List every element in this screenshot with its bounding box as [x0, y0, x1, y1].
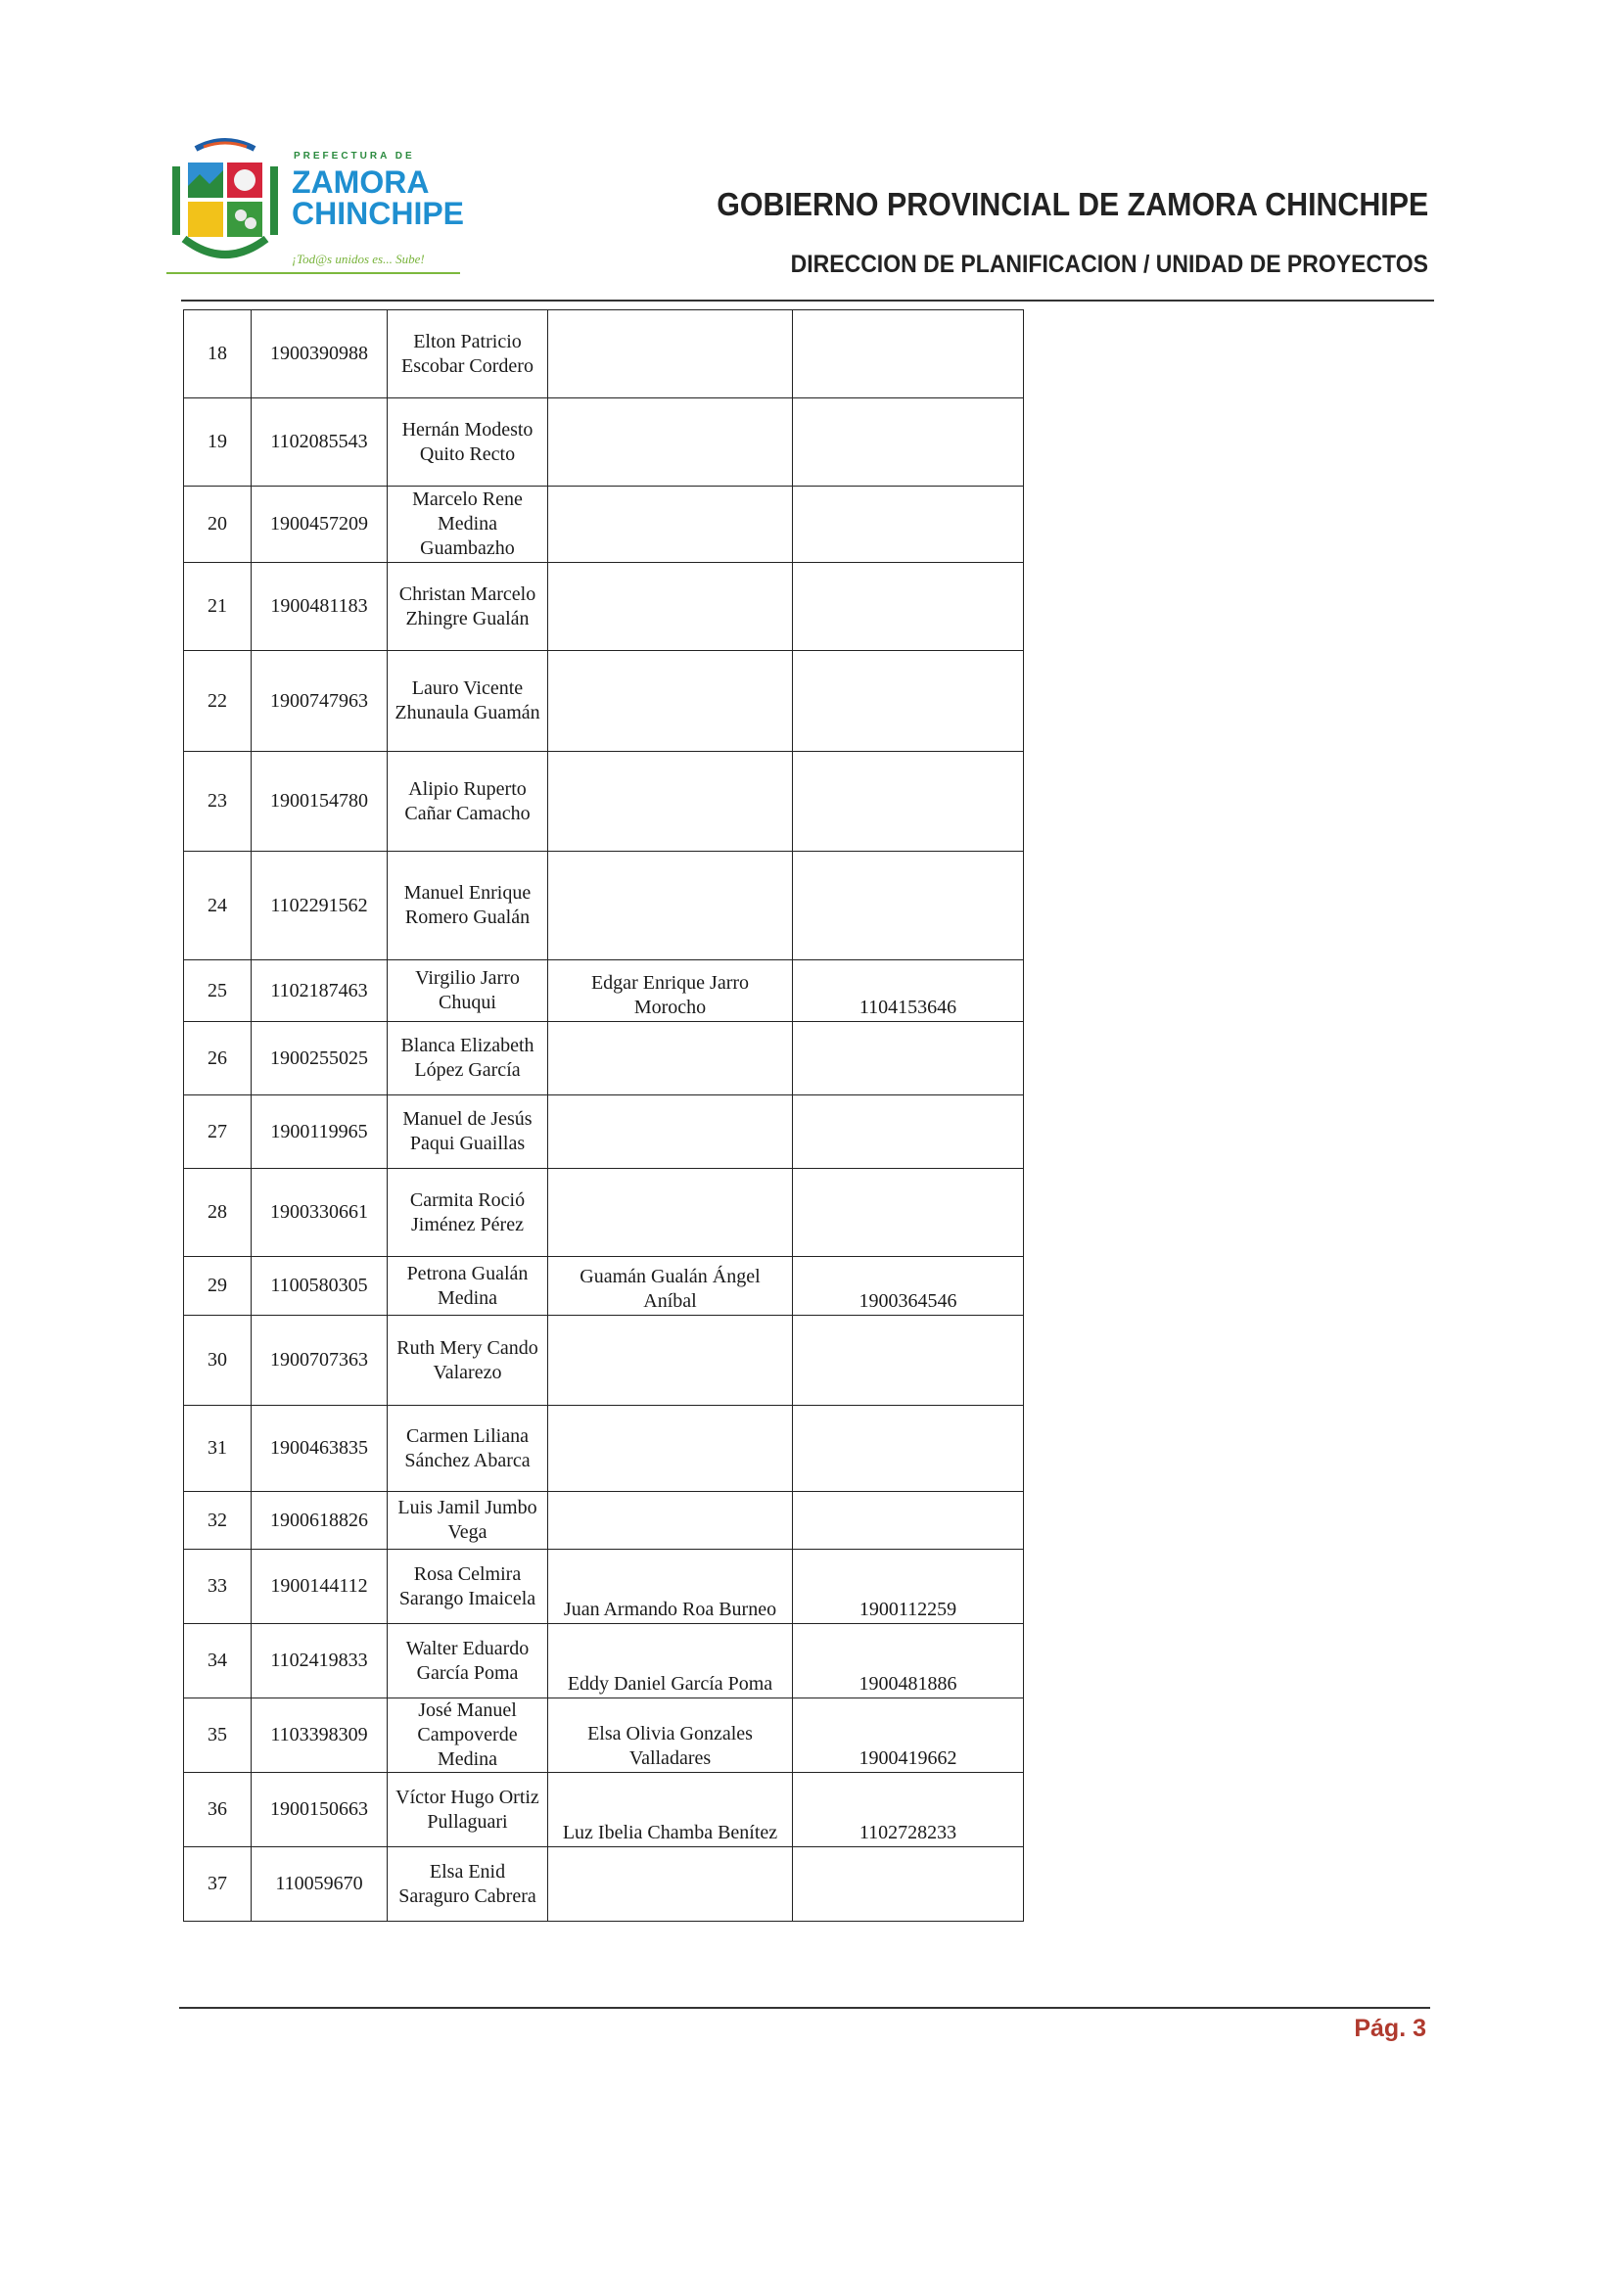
- relative-name-cell: [548, 1169, 793, 1257]
- table-row: [184, 1550, 1024, 1624]
- logo-name: [292, 166, 464, 229]
- relative-name-cell: [548, 1316, 793, 1406]
- full-name-cell: Carmita Roció Jiménez Pérez: [388, 1169, 548, 1257]
- page-number: Pág. 3: [1354, 2015, 1426, 2042]
- relative-name-cell: Luz Ibelia Chamba Benítez: [548, 1773, 793, 1847]
- relative-name-cell: Eddy Daniel García Poma: [548, 1624, 793, 1698]
- id-number-cell: 1900144112: [252, 1550, 388, 1624]
- relative-name-cell: [548, 398, 793, 487]
- full-name-cell: Virgilio Jarro Chuqui: [388, 960, 548, 1022]
- row-number-cell: 37: [184, 1847, 252, 1922]
- relative-id-cell: [793, 563, 1024, 651]
- full-name-cell: Alipio Ruperto Cañar Camacho: [388, 752, 548, 852]
- relative-name-cell: [548, 752, 793, 852]
- table-row: [184, 960, 1024, 1022]
- table-row: [184, 1406, 1024, 1492]
- full-name-cell: Carmen Liliana Sánchez Abarca: [388, 1406, 548, 1492]
- relative-name-cell: [548, 1095, 793, 1169]
- id-number-cell: 1900255025: [252, 1022, 388, 1095]
- row-number-cell: 19: [184, 398, 252, 487]
- full-name-cell: José Manuel Campoverde Medina: [388, 1698, 548, 1773]
- relative-id-cell: [793, 1406, 1024, 1492]
- id-number-cell: 1900119965: [252, 1095, 388, 1169]
- row-number-cell: 22: [184, 651, 252, 752]
- id-number-cell: 1100580305: [252, 1257, 388, 1316]
- full-name-cell: Víctor Hugo Ortiz Pullaguari: [388, 1773, 548, 1847]
- table-row: [184, 1492, 1024, 1550]
- id-number-cell: 1900457209: [252, 487, 388, 563]
- row-number-cell: 33: [184, 1550, 252, 1624]
- relative-id-cell: [793, 310, 1024, 398]
- beneficiaries-table: [183, 309, 1024, 1922]
- relative-name-cell: Elsa Olivia Gonzales Valladares: [548, 1698, 793, 1773]
- full-name-cell: Hernán Modesto Quito Recto: [388, 398, 548, 487]
- relative-id-cell: [793, 1316, 1024, 1406]
- logo-name-line2: CHINCHIPE: [292, 196, 465, 231]
- relative-name-cell: Edgar Enrique Jarro Morocho: [548, 960, 793, 1022]
- id-number-cell: 1900481183: [252, 563, 388, 651]
- relative-name-cell: [548, 651, 793, 752]
- table-row: [184, 398, 1024, 487]
- page-subtitle: DIRECCION DE PLANIFICACION / UNIDAD DE PROYECTOS: [790, 251, 1428, 278]
- id-number-cell: 1102291562: [252, 852, 388, 960]
- table-row: [184, 752, 1024, 852]
- table-row: [184, 1095, 1024, 1169]
- id-number-cell: 1900150663: [252, 1773, 388, 1847]
- row-number-cell: 34: [184, 1624, 252, 1698]
- row-number-cell: 27: [184, 1095, 252, 1169]
- prefecture-logo: [166, 137, 470, 284]
- relative-name-cell: Guamán Gualán Ángel Aníbal: [548, 1257, 793, 1316]
- relative-name-cell: Juan Armando Roa Burneo: [548, 1550, 793, 1624]
- full-name-cell: Lauro Vicente Zhunaula Guamán: [388, 651, 548, 752]
- table-row: [184, 1698, 1024, 1773]
- relative-id-cell: [793, 1022, 1024, 1095]
- full-name-cell: Christan Marcelo Zhingre Gualán: [388, 563, 548, 651]
- row-number-cell: 28: [184, 1169, 252, 1257]
- table-row: [184, 310, 1024, 398]
- full-name-cell: Walter Eduardo García Poma: [388, 1624, 548, 1698]
- row-number-cell: 20: [184, 487, 252, 563]
- relative-id-cell: [793, 398, 1024, 487]
- row-number-cell: 32: [184, 1492, 252, 1550]
- table-body: [184, 310, 1024, 1922]
- table-row: [184, 1847, 1024, 1922]
- relative-id-cell: [793, 1492, 1024, 1550]
- row-number-cell: 25: [184, 960, 252, 1022]
- table-row: [184, 1316, 1024, 1406]
- table-row: [184, 487, 1024, 563]
- table-row: [184, 1257, 1024, 1316]
- logo-top-text: PREFECTURA DE: [294, 151, 415, 162]
- relative-name-cell: [548, 1406, 793, 1492]
- coat-of-arms-icon: [166, 137, 284, 270]
- relative-id-cell: [793, 651, 1024, 752]
- id-number-cell: 1900154780: [252, 752, 388, 852]
- full-name-cell: Elsa Enid Saraguro Cabrera: [388, 1847, 548, 1922]
- id-number-cell: 1900707363: [252, 1316, 388, 1406]
- id-number-cell: 1102419833: [252, 1624, 388, 1698]
- table-row: [184, 651, 1024, 752]
- table-row: [184, 852, 1024, 960]
- relative-name-cell: [548, 310, 793, 398]
- logo-name-line1: ZAMORA: [292, 164, 430, 200]
- relative-id-cell: 1900481886: [793, 1624, 1024, 1698]
- table-row: [184, 1624, 1024, 1698]
- relative-id-cell: [793, 1169, 1024, 1257]
- id-number-cell: 1102187463: [252, 960, 388, 1022]
- row-number-cell: 31: [184, 1406, 252, 1492]
- row-number-cell: 26: [184, 1022, 252, 1095]
- relative-name-cell: [548, 1847, 793, 1922]
- full-name-cell: Elton Patricio Escobar Cordero: [388, 310, 548, 398]
- table-row: [184, 1022, 1024, 1095]
- relative-id-cell: 1102728233: [793, 1773, 1024, 1847]
- relative-id-cell: [793, 487, 1024, 563]
- logo-slogan: ¡Tod@s unidos es... Sube!: [292, 252, 425, 266]
- relative-id-cell: 1900419662: [793, 1698, 1024, 1773]
- id-number-cell: 1900618826: [252, 1492, 388, 1550]
- id-number-cell: 110059670: [252, 1847, 388, 1922]
- header-divider: [181, 300, 1434, 302]
- full-name-cell: Manuel Enrique Romero Gualán: [388, 852, 548, 960]
- relative-name-cell: [548, 487, 793, 563]
- full-name-cell: Rosa Celmira Sarango Imaicela: [388, 1550, 548, 1624]
- row-number-cell: 23: [184, 752, 252, 852]
- id-number-cell: 1900463835: [252, 1406, 388, 1492]
- full-name-cell: Luis Jamil Jumbo Vega: [388, 1492, 548, 1550]
- full-name-cell: Manuel de Jesús Paqui Guaillas: [388, 1095, 548, 1169]
- id-number-cell: 1900330661: [252, 1169, 388, 1257]
- relative-name-cell: [548, 1022, 793, 1095]
- relative-id-cell: [793, 1095, 1024, 1169]
- row-number-cell: 18: [184, 310, 252, 398]
- full-name-cell: Ruth Mery Cando Valarezo: [388, 1316, 548, 1406]
- logo-underline: [166, 272, 460, 274]
- table-row: [184, 1773, 1024, 1847]
- id-number-cell: 1900747963: [252, 651, 388, 752]
- relative-name-cell: [548, 1492, 793, 1550]
- relative-id-cell: 1104153646: [793, 960, 1024, 1022]
- full-name-cell: Marcelo Rene Medina Guambazho: [388, 487, 548, 563]
- footer-divider: [179, 2007, 1430, 2009]
- id-number-cell: 1900390988: [252, 310, 388, 398]
- table-row: [184, 563, 1024, 651]
- relative-id-cell: 1900112259: [793, 1550, 1024, 1624]
- table-row: [184, 1169, 1024, 1257]
- row-number-cell: 35: [184, 1698, 252, 1773]
- row-number-cell: 24: [184, 852, 252, 960]
- relative-name-cell: [548, 563, 793, 651]
- relative-id-cell: [793, 752, 1024, 852]
- full-name-cell: Blanca Elizabeth López García: [388, 1022, 548, 1095]
- relative-id-cell: 1900364546: [793, 1257, 1024, 1316]
- row-number-cell: 29: [184, 1257, 252, 1316]
- full-name-cell: Petrona Gualán Medina: [388, 1257, 548, 1316]
- relative-id-cell: [793, 852, 1024, 960]
- page-title: GOBIERNO PROVINCIAL DE ZAMORA CHINCHIPE: [716, 186, 1428, 222]
- row-number-cell: 36: [184, 1773, 252, 1847]
- id-number-cell: 1103398309: [252, 1698, 388, 1773]
- relative-name-cell: [548, 852, 793, 960]
- relative-id-cell: [793, 1847, 1024, 1922]
- id-number-cell: 1102085543: [252, 398, 388, 487]
- row-number-cell: 30: [184, 1316, 252, 1406]
- row-number-cell: 21: [184, 563, 252, 651]
